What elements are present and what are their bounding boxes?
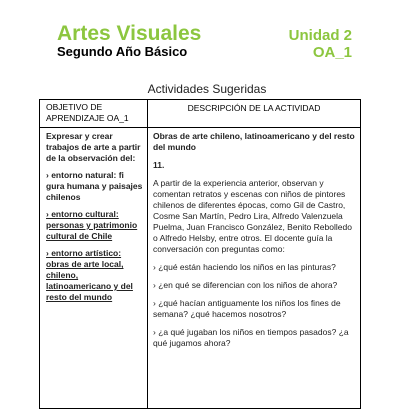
page-header bbox=[0, 0, 400, 70]
objective-item-cultural: › entorno cultural: personas y patrimonio cultural de Chile bbox=[46, 209, 138, 241]
objective-intro: Expresar y crear trabajos de arte a partir de la observación del: bbox=[46, 131, 141, 163]
question-item: › ¿en qué se diferencian con los niños de ahora? bbox=[153, 280, 338, 290]
activity-cell bbox=[153, 131, 356, 356]
subject-title: Artes Visuales bbox=[57, 22, 202, 45]
question-item: › ¿qué hacían antiguamente los niños los fines de semana? ¿qué hacemos nosotros? bbox=[153, 298, 341, 319]
activity-text: A partir de la experiencia anterior, observan y comentan retratos y escenas con niños de pintores chilenos de diferentes épocas, como Gil de Castro, Cosme San Martín, Pedro Lira, Alfredo Valenzuela Puelma, Juan Francisco González, Benito Rebolledo o Alfredo Helsby, entre otros. El docente guía la conversación con preguntas como: bbox=[153, 178, 352, 254]
objective-cell bbox=[46, 131, 144, 309]
unit-label: Unidad 2 bbox=[288, 27, 352, 44]
question-item: › ¿qué están haciendo los niños en las pinturas? bbox=[153, 262, 336, 272]
activity-number: 11. bbox=[153, 160, 165, 170]
activities-table bbox=[39, 99, 361, 409]
column-divider bbox=[147, 100, 148, 408]
objective-column-header: OBJETIVO DE APRENDIZAJE OA_1 bbox=[46, 102, 129, 123]
objective-item-artistic: › entorno artístico: obras de arte local, chileno, latinoamericano y del resto del mundo bbox=[46, 248, 133, 302]
grade-subtitle: Segundo Año Básico bbox=[57, 44, 188, 59]
section-title: Actividades Sugeridas bbox=[147, 82, 267, 96]
activity-title: Obras de arte chileno, latinoamericano y del resto del mundo bbox=[153, 131, 355, 152]
header-divider bbox=[40, 127, 360, 128]
objective-code: OA_1 bbox=[312, 44, 352, 61]
activity-column-header: DESCRIPCIÓN DE LA ACTIVIDAD bbox=[187, 103, 321, 113]
question-item: › ¿a qué jugaban los niños en tiempos pasados? ¿a qué jugamos ahora? bbox=[153, 327, 349, 348]
objective-item-natural: › entorno natural: fi gura humana y paisajes chilenos bbox=[46, 170, 143, 202]
